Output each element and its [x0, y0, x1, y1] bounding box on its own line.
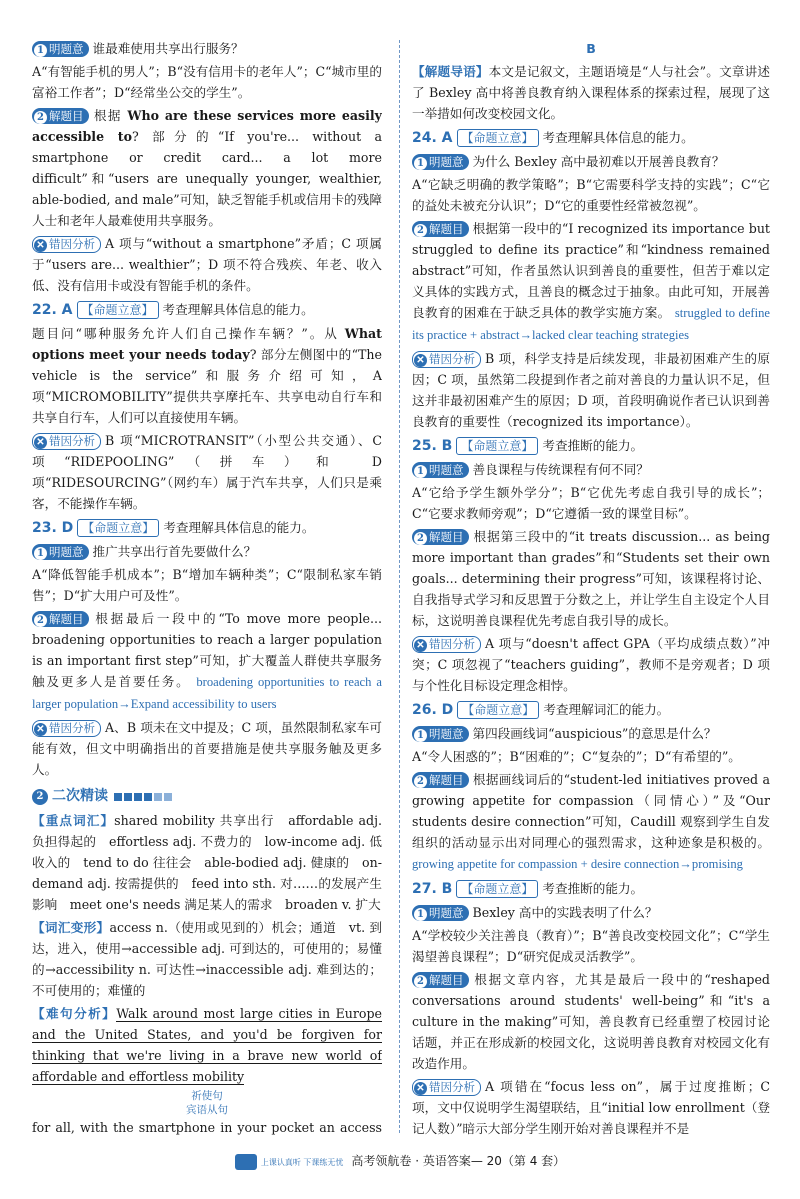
q26-clarify: 1 明题意 第四段画线词“auspicious”的意思是什么？ — [412, 723, 770, 744]
q24-solve: 2 解题目 根据第一段中的“I recognized its importance but struggled to define its practice”和“kindness remained abstract”可知，作者虽然认识到善良的重要性，但苦于难以定义具体的实践方式，且善良的概念过于抽象。由此可知，开展善良教育的困难在于缺乏具体的教学实施方案。 struggled to define its practice + abstract→lacked clear teaching strategies — [412, 221, 770, 342]
word-form: 【词汇变形】access n.（使用或见到的）机会；通道 vt. 到达，进入，使用→accessible adj. 可到达的，可使用的；易懂的→accessibility n. 可达性→inaccessible adj. 难到达的；不可使用的；难懂的 — [32, 920, 382, 998]
q27-head: 27. B 【命题立意】 考查推断的能力。 — [412, 881, 644, 897]
q26-options: A“令人困惑的”；B“困难的”；C“复杂的”；D“有希望的”。 — [412, 749, 741, 764]
q25-wrong: ✕ 错因分析 A 项与“doesn't affect GPA（平均成绩点数）”冲突；C 项忽视了“teachers guiding”，教师不是旁观者；D 项与个性化目标设定理念相悖。 — [412, 636, 770, 693]
q24-head: 24. A 【命题立意】 考查理解具体信息的能力。 — [412, 130, 694, 146]
q26-head: 26. D 【命题立意】 考查理解词汇的能力。 — [412, 702, 670, 718]
q27-clarify: 1 明题意 Bexley 高中的实践表明了什么？ — [412, 902, 770, 923]
clarify-tag: 1 明题意 — [32, 41, 89, 57]
wrong-tag: ✕ 错因分析 — [32, 236, 101, 253]
q21-clarify: 1 明题意 谁最难使用共享出行服务？ — [32, 38, 382, 59]
left-column — [32, 38, 382, 1135]
q22-head: 22. A 【命题立意】 考查理解具体信息的能力。 — [32, 302, 314, 318]
second-read-header: 2 二次精读 — [32, 786, 382, 807]
q27-options: A“学校较少关注善良（教育）”；B“善良改变校园文化”；C“学生渴望善良课程”；D“研究促成灵活教学”。 — [412, 928, 770, 964]
q21-solve: 2 解题目 根据 Who are these services more easily accessible to? 部分的“If you're... without a smartphone or credit card... a lot more difficult”和“users are unequally younger, wealthier, able-bodied, and male”可知，缺乏智能手机或信用卡的残障人士和老年人最难使用共享服务。 — [32, 108, 382, 228]
q24-options: A“它缺乏明确的教学策略”；B“它需要科学支持的实践”；C“它的益处未被充分认识”；D“它的重要性经常被忽视”。 — [412, 177, 770, 213]
q23-wrong: ✕ 错因分析 A、B 项未在文中提及；C 项，虽然限制私家车可能有效，但文中明确指出的首要措施是使共享服务触及更多人。 — [32, 720, 382, 777]
q25-solve: 2 解题目 根据第三段中的“it treats discussion... as being more important than grades”和“Students set their own goals... determining their progress”可知，该课程将讨论、自我指导式学习和反思置于分数之上，并让学生自主设定个人目标，这说明善良课程优先考虑自我引导的成长。 — [412, 529, 770, 628]
q27-solve: 2 解题目 根据文章内容，尤其是最后一段中的“reshaped conversations around students' well-being”和“it's a culture in the making”可知，善良教育已经重塑了校园讨论话题，并正在形成新的校园文化，这说明善良教育对校园文化有改造作用。 — [412, 972, 770, 1071]
note-imperative: 祈使句 — [191, 1090, 223, 1102]
q21-wrong: ✕ 错因分析 A 项与“without a smartphone”矛盾；C 项属于“users are... wealthier”；D 项不符合残疾、年老、收入低、没有信用卡或没有智能手机的条件。 — [32, 236, 382, 293]
q22-body: 题目问“哪种服务允许人们自己操作车辆？”。从 What options meet your needs today? 部分左侧图中的“The vehicle is the service”和服务介绍可知，A 项“MICROMOBILITY”提供共享摩托车、共享电动自行车和共享自行车，人们可以直接使用车辆。 — [32, 326, 382, 425]
passage-label: B — [586, 41, 596, 56]
q26-solve: 2 解题目 根据画线词后的“student-led initiatives proved a growing appetite for compassion（同情心）”及“Our students desire connection”可知，Caudill 观察到学生自发组织的活动显示出对同理心的强烈需求，这种迹象是积极的。 growing appetite for compassion + desire connection→promising — [412, 772, 770, 871]
q24-wrong: ✕ 错因分析 B 项，科学支持是后续发现，非最初困难产生的原因；C 项，虽然第二段提到作者之前对善良的力量认识不足，但这并非最初困难产生的原因；D 项，首段明确说作者已认识到善良教育的重要性（recognized its importance）。 — [412, 351, 770, 429]
q27-wrong: ✕ 错因分析 A 项错在“focus less on”，属于过度推断；C 项，文中仅说明学生渴望联结，且“initial low enrollment（登记人数）”暗示大部分学生刚开始对善良课程并不是 — [412, 1079, 770, 1135]
key-vocab: 【重点词汇】shared mobility 共享出行 affordable adj. 负担得起的 effortless adj. 不费力的 low-income adj. 低收入的 tend to do 往往会 able-bodied adj. 健康的 on-demand adj. 按需提供的 feed into sth. 对……的发展产生影响 meet one's needs 满足某人的需求 broaden v. 扩大 — [32, 813, 382, 912]
q22-wrong: ✕ 错因分析 B 项“MICROTRANSIT”（小型公共交通）、C 项“RIDEPOOLING”（拼车）和 D 项“RIDESOURCING”（网约车）属于汽车共享，人们只是乘客，不能操作车辆。 — [32, 433, 382, 511]
q23-head: 23. D 【命题立意】 考查理解具体信息的能力。 — [32, 520, 315, 536]
difficult-sentence: 【难句分析】Walk around most large cities in Europe and the United States, and you'd be forgiven for thinking that we're living in a brave new world of affordable and effortless mobility — [32, 1006, 382, 1084]
q25-head: 25. B 【命题立意】 考查推断的能力。 — [412, 438, 644, 454]
column-divider — [399, 40, 400, 1133]
right-column — [412, 38, 770, 1135]
progress-blocks — [114, 786, 174, 807]
q21-options: A“有智能手机的男人”；B“没有信用卡的老年人”；C“城市里的富裕工作者”；D“经常坐公交的学生”。 — [32, 64, 382, 100]
solve-tag: 2 解题目 — [32, 108, 89, 124]
difficult-sentence-2: for all, with the smartphone in your pocket an access — [32, 1117, 382, 1135]
book-icon: 2 — [32, 789, 48, 805]
page-footer: 上课认真听 下课练无忧 高考领航卷 · 英语答案— 20（第 4 套） — [0, 1151, 800, 1173]
q23-solve: 2 解题目 根据最后一段中的“To move more people... broadening opportunities to reach a larger population is an important first step”可知，扩大覆盖人群使共享服务触及更多人是首要任务。 broadening opportunities to reach a larger population→Expand accessibility to users — [32, 611, 382, 711]
q23-options: A“降低智能手机成本”；B“增加车辆种类”；C“限制私家车销售”；D“扩大用户可及性”。 — [32, 567, 382, 603]
q25-clarify: 1 明题意 善良课程与传统课程有何不同？ — [412, 459, 770, 480]
q25-options: A“它给予学生额外学分”；B“它优先考虑自我引导的成长”；C“它要求教师旁观”；D“它遵循一致的课堂目标”。 — [412, 485, 770, 521]
note-object-clause: 宾语从句 — [186, 1104, 228, 1116]
q24-clarify: 1 明题意 为什么 Bexley 高中最初难以开展善良教育？ — [412, 151, 770, 172]
q23-clarify: 1 明题意 推广共享出行首先要做什么？ — [32, 541, 382, 562]
guide: 【解题导语】本文是记叙文，主题语境是“人与社会”。文章讲述了 Bexley 高中将善良教育纳入课程体系的探索过程，展现了这一举措如何改变校园文化。 — [412, 64, 770, 121]
brand-logo-icon — [235, 1154, 257, 1170]
